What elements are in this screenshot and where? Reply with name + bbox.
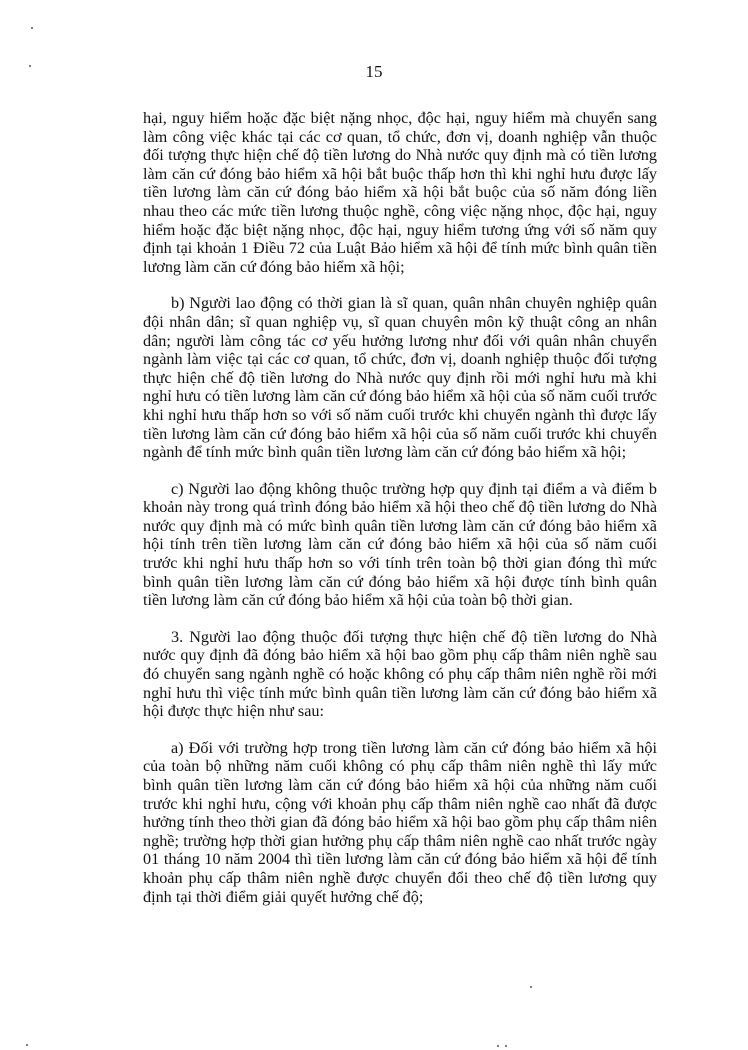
- paragraph-point-b: b) Người lao động có thời gian là sĩ quan, quân nhân chuyên nghiệp quân đội nhân dân; sĩ quan nghiệp vụ, sĩ quan chuyên môn kỹ thuật công an nhân dân; người làm công tác cơ yếu hưởng lương như đối với quân nhân chuyển ngành làm việc tại các cơ quan, tổ chức, đơn vị, doanh nghiệp thuộc đối tượng thực hiện chế độ tiền lương do Nhà nước quy định rồi mới nghỉ hưu mà khi nghỉ hưu có tiền lương làm căn cứ đóng bảo hiểm xã hội của số năm cuối trước khi nghỉ hưu thấp hơn so với số năm cuối trước khi chuyển ngành thì được lấy tiền lương làm căn cứ đóng bảo hiểm xã hội của số năm cuối trước khi chuyển ngành để tính mức bình quân tiền lương làm căn cứ đóng bảo hiểm xã hội;: [143, 294, 657, 462]
- document-body: [143, 109, 657, 924]
- paragraph-point-c: c) Người lao động không thuộc trường hợp quy định tại điểm a và điểm b khoản này trong quá trình đóng bảo hiểm xã hội theo chế độ tiền lương do Nhà nước quy định mà có mức bình quân tiền lương làm căn cứ đóng bảo hiểm xã hội tính trên tiền lương làm căn cứ đóng bảo hiểm xã hội của số năm cuối trước khi nghỉ hưu thấp hơn so với tính trên toàn bộ thời gian đóng thì mức bình quân tiền lương làm căn cứ đóng bảo hiểm xã hội được tính bình quân tiền lương làm căn cứ đóng bảo hiểm xã hội của toàn bộ thời gian.: [143, 479, 657, 610]
- paragraph-clause-3-point-a: a) Đối với trường hợp trong tiền lương làm căn cứ đóng bảo hiểm xã hội của toàn bộ những năm cuối không có phụ cấp thâm niên nghề thì lấy mức bình quân tiền lương làm căn cứ đóng bảo hiểm xã hội của những năm cuối trước khi nghỉ hưu, cộng với khoản phụ cấp thâm niên nghề cao nhất đã được hưởng tính theo thời gian đã đóng bảo hiểm xã hội bao gồm phụ cấp thâm niên nghề; trường hợp thời gian hưởng phụ cấp thâm niên nghề cao nhất trước ngày 01 tháng 10 năm 2004 thì tiền lương làm căn cứ đóng bảo hiểm xã hội để tính khoản phụ cấp thâm niên nghề được chuyển đổi theo chế độ tiền lương quy định tại thời điểm giải quyết hưởng chế độ;: [143, 738, 657, 906]
- scan-speck: [26, 1044, 28, 1046]
- scan-speck: [505, 1045, 507, 1047]
- scan-speck: [530, 986, 532, 988]
- scan-speck: [31, 27, 33, 29]
- page-number: 15: [365, 62, 383, 81]
- paragraph-clause-3: 3. Người lao động thuộc đối tượng thực hiện chế độ tiền lương do Nhà nước quy định đã đóng bảo hiểm xã hội bao gồm phụ cấp thâm niên nghề sau đó chuyển sang ngành nghề có hoặc không có phụ cấp thâm niên nghề rồi mới nghỉ hưu thì việc tính mức bình quân tiền lương làm căn cứ đóng bảo hiểm xã hội được thực hiện như sau:: [143, 627, 657, 721]
- scan-speck: [497, 1045, 499, 1047]
- scan-speck: [29, 65, 31, 67]
- paragraph-continuation: hại, nguy hiểm hoặc đặc biệt nặng nhọc, độc hại, nguy hiểm mà chuyển sang làm công việc khác tại các cơ quan, tổ chức, đơn vị, doanh nghiệp vẫn thuộc đối tượng thực hiện chế độ tiền lương do Nhà nước quy định mà có tiền lương làm căn cứ đóng bảo hiểm xã hội bắt buộc thấp hơn thì khi nghỉ hưu được lấy tiền lương làm căn cứ đóng bảo hiểm xã hội bắt buộc của số năm đóng liền nhau theo các mức tiền lương thuộc nghề, công việc nặng nhọc, độc hại, nguy hiểm hoặc đặc biệt nặng nhọc, độc hại, nguy hiểm tương ứng với số năm quy định tại khoản 1 Điều 72 của Luật Bảo hiểm xã hội để tính mức bình quân tiền lương làm căn cứ đóng bảo hiểm xã hội;: [143, 109, 657, 276]
